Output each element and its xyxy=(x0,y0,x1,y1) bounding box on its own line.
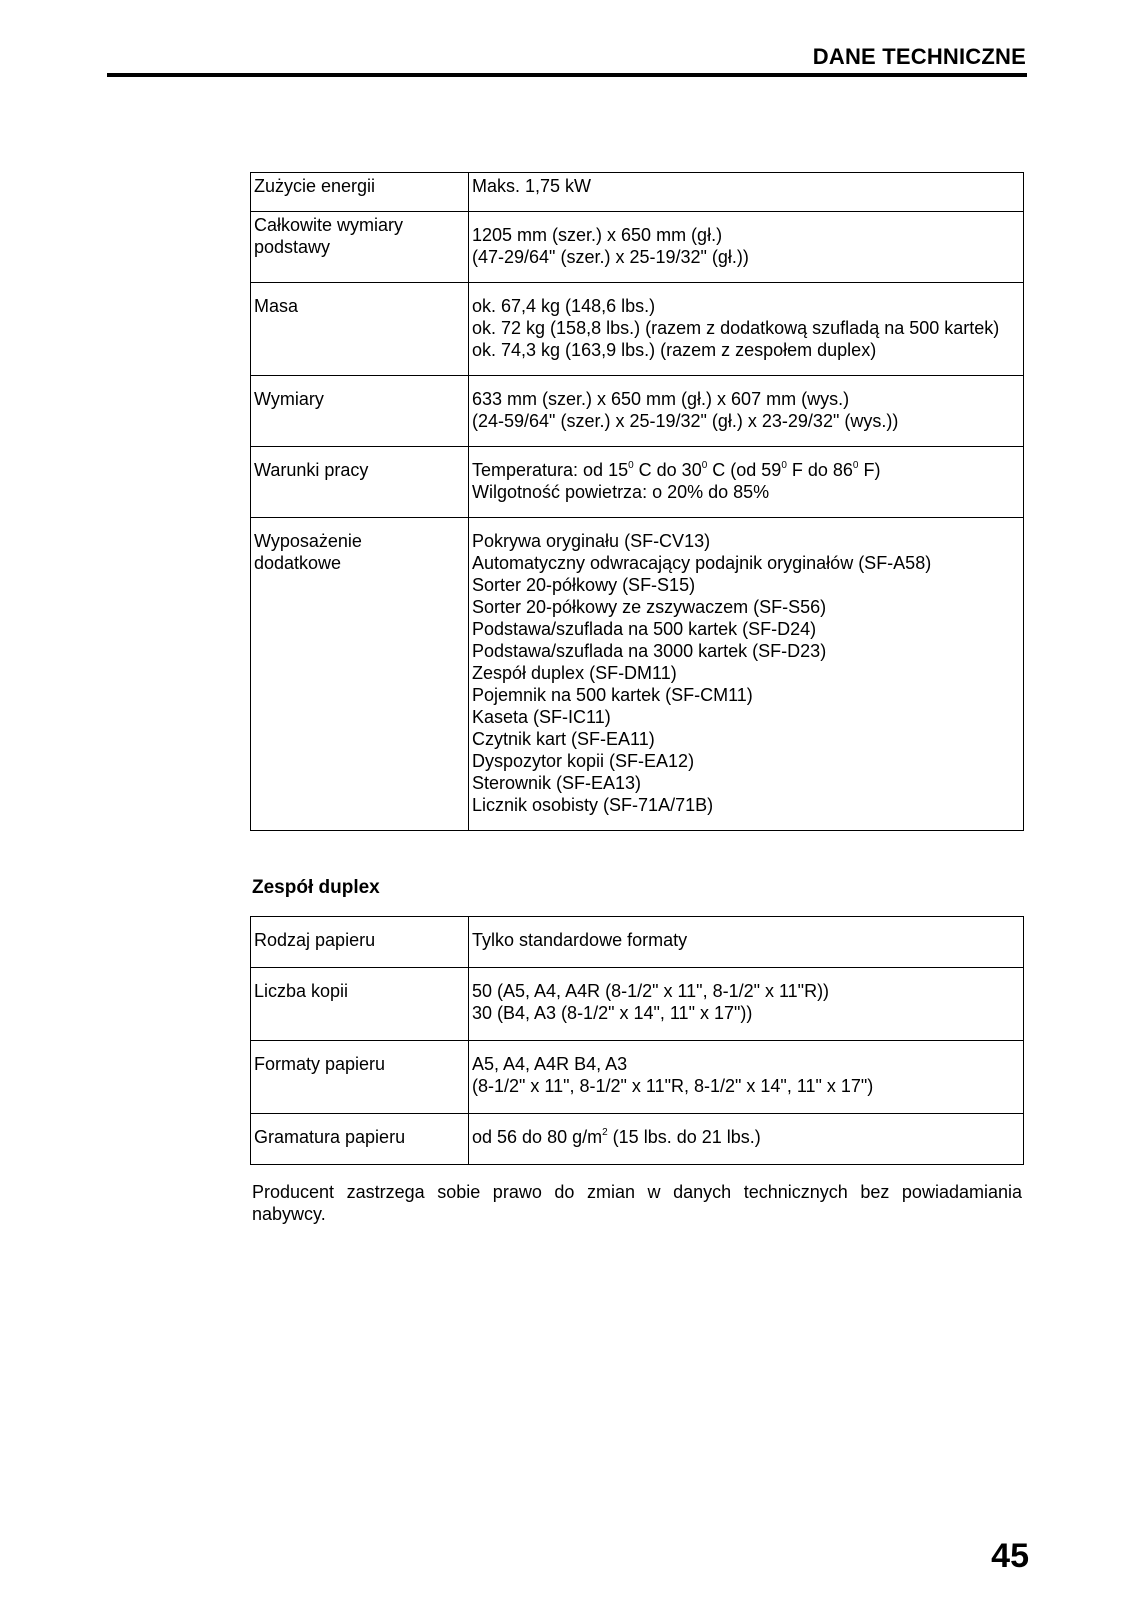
list-item: Dyspozytor kopii (SF-EA12) xyxy=(472,751,695,771)
table-row xyxy=(251,518,1024,831)
list-item: Pojemnik na 500 kartek (SF-CM11) xyxy=(472,685,753,705)
operating-temperature: Temperatura: od $15^0$ C do $30^0$ C (od $59^0$ F do $86^0$ F) xyxy=(472,460,881,480)
page-number: 45 xyxy=(991,1537,1029,1575)
spec-label: Liczba kopii xyxy=(251,968,469,1041)
spec-value: Tylko standardowe formaty xyxy=(469,917,1024,968)
table-row xyxy=(251,173,1024,212)
duplex-specifications-table xyxy=(250,916,1024,1165)
spec-label: Wyposażenie dodatkowe xyxy=(251,518,469,831)
list-item: Pokrywa oryginału (SF-CV13) xyxy=(472,531,711,551)
list-item: Kaseta (SF-IC11) xyxy=(472,707,611,727)
table-row xyxy=(251,968,1024,1041)
table-row xyxy=(251,1041,1024,1114)
list-item: Sorter 20-półkowy ze zszywaczem (SF-S56) xyxy=(472,597,827,617)
list-item: Licznik osobisty (SF-71A/71B) xyxy=(472,795,714,815)
spec-label: Formaty papieru xyxy=(251,1041,469,1114)
table-row xyxy=(251,1114,1024,1165)
specifications-table xyxy=(250,172,1024,831)
spec-value: 1205 mm (szer.) x 650 mm (gł.) (47-29/64" (szer.) x 25-19/32" (gł.)) xyxy=(469,212,1024,283)
spec-label: Zużycie energii xyxy=(251,173,469,212)
table-row xyxy=(251,447,1024,518)
list-item: Czytnik kart (SF-EA11) xyxy=(472,729,655,749)
list-item: Podstawa/szuflada na 3000 kartek (SF-D23) xyxy=(472,641,827,661)
disclaimer-note: Producent zastrzega sobie prawo do zmian w danych technicznych bez powiadamiania nabywcy. xyxy=(252,1182,1022,1224)
table-row xyxy=(251,212,1024,283)
list-item: Sorter 20-półkowy (SF-S15) xyxy=(472,575,696,595)
list-item: Zespół duplex (SF-DM11) xyxy=(472,663,677,683)
spec-value xyxy=(469,447,1024,518)
spec-value xyxy=(469,518,1024,831)
operating-humidity: Wilgotność powietrza: o 20% do 85% xyxy=(472,482,770,502)
header-divider xyxy=(107,73,1027,77)
section-title: Zespół duplex xyxy=(252,877,380,898)
page-header-title: DANE TECHNICZNE xyxy=(812,44,1026,69)
list-item: Sterownik (SF-EA13) xyxy=(472,773,642,793)
spec-label: Warunki pracy xyxy=(251,447,469,518)
spec-value xyxy=(469,1114,1024,1165)
spec-label: Masa xyxy=(251,283,469,376)
table-row xyxy=(251,917,1024,968)
list-item: Automatyczny odwracający podajnik oryginałów (SF-A58) xyxy=(472,553,932,573)
spec-value: ok. 67,4 kg (148,6 lbs.) ok. 72 kg (158,8 lbs.) (razem z dodatkową szufladą na 500 kartek) ok. 74,3 kg (163,9 lbs.) (razem z zespołem duplex) xyxy=(469,283,1024,376)
list-item: Podstawa/szuflada na 500 kartek (SF-D24) xyxy=(472,619,817,639)
spec-value: A5, A4, A4R B4, A3 (8-1/2" x 11", 8-1/2" x 11"R, 8-1/2" x 14", 11" x 17") xyxy=(469,1041,1024,1114)
spec-label: Rodzaj papieru xyxy=(251,917,469,968)
spec-value: Maks. 1,75 kW xyxy=(469,173,1024,212)
spec-label: Gramatura papieru xyxy=(251,1114,469,1165)
spec-value: 50 (A5, A4, A4R (8-1/2" x 11", 8-1/2" x 11"R)) 30 (B4, A3 (8-1/2" x 14", 11" x 17")) xyxy=(469,968,1024,1041)
spec-label: Wymiary xyxy=(251,376,469,447)
spec-value: 633 mm (szer.) x 650 mm (gł.) x 607 mm (wys.) (24-59/64" (szer.) x 25-19/32" (gł.) x 23-29/32" (wys.)) xyxy=(469,376,1024,447)
table-row xyxy=(251,376,1024,447)
paper-weight: od 56 do 80 $g/m^2$ (15 lbs. do 21 lbs.) xyxy=(472,1127,761,1147)
spec-label: Całkowite wymiary podstawy xyxy=(251,212,469,283)
table-row xyxy=(251,283,1024,376)
